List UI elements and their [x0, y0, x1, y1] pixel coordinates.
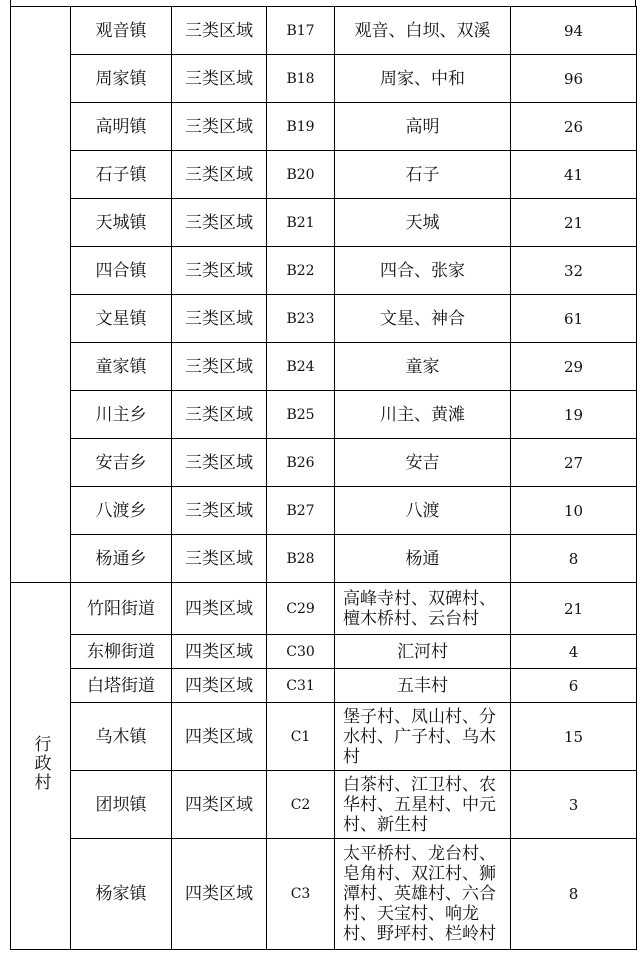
count-cell: 61 — [511, 295, 637, 343]
town-cell: 乌木镇 — [71, 703, 172, 771]
villages-cell: 文星、神合 — [335, 295, 511, 343]
count-cell: 29 — [511, 343, 637, 391]
villages-cell: 高峰寺村、双碑村、檀木桥村、云台村 — [335, 583, 511, 635]
town-cell: 天城镇 — [71, 199, 172, 247]
table-row — [11, 55, 637, 103]
town-cell: 观音镇 — [71, 7, 172, 55]
count-cell: 19 — [511, 391, 637, 439]
table-row — [11, 839, 637, 950]
group-cell-empty — [11, 7, 71, 583]
code-cell: C29 — [267, 583, 335, 635]
count-cell: 27 — [511, 439, 637, 487]
villages-cell: 周家、中和 — [335, 55, 511, 103]
category-cell: 三类区域 — [172, 439, 267, 487]
villages-cell: 八渡 — [335, 487, 511, 535]
code-cell: B27 — [267, 487, 335, 535]
category-cell: 三类区域 — [172, 151, 267, 199]
table-row — [11, 391, 637, 439]
villages-cell: 堡子村、凤山村、分水村、广子村、乌木村 — [335, 703, 511, 771]
table-row — [11, 295, 637, 343]
count-cell: 8 — [511, 839, 637, 950]
category-cell: 三类区域 — [172, 343, 267, 391]
table-row — [11, 103, 637, 151]
code-cell: B22 — [267, 247, 335, 295]
town-cell: 八渡乡 — [71, 487, 172, 535]
category-cell: 三类区域 — [172, 391, 267, 439]
villages-cell: 太平桥村、龙台村、皂角村、双江村、狮潭村、英雄村、六合村、天宝村、响龙村、野坪村、栏岭村 — [335, 839, 511, 950]
document-page — [10, 6, 636, 950]
count-cell: 21 — [511, 199, 637, 247]
town-cell: 石子镇 — [71, 151, 172, 199]
count-cell: 15 — [511, 703, 637, 771]
count-cell: 10 — [511, 487, 637, 535]
count-cell: 26 — [511, 103, 637, 151]
count-cell: 4 — [511, 635, 637, 669]
count-cell: 3 — [511, 771, 637, 839]
villages-cell: 五丰村 — [335, 669, 511, 703]
code-cell: B18 — [267, 55, 335, 103]
villages-cell: 川主、黄滩 — [335, 391, 511, 439]
group-cell — [11, 583, 71, 950]
town-cell: 竹阳街道 — [71, 583, 172, 635]
villages-cell: 石子 — [335, 151, 511, 199]
region-table — [10, 6, 637, 950]
town-cell: 安吉乡 — [71, 439, 172, 487]
code-cell: B26 — [267, 439, 335, 487]
code-cell: B19 — [267, 103, 335, 151]
count-cell: 94 — [511, 7, 637, 55]
table-row — [11, 247, 637, 295]
code-cell: B24 — [267, 343, 335, 391]
count-cell: 6 — [511, 669, 637, 703]
town-cell: 白塔街道 — [71, 669, 172, 703]
count-cell: 8 — [511, 535, 637, 583]
villages-cell: 杨通 — [335, 535, 511, 583]
town-cell: 杨家镇 — [71, 839, 172, 950]
town-cell: 团坝镇 — [71, 771, 172, 839]
town-cell: 杨通乡 — [71, 535, 172, 583]
count-cell: 41 — [511, 151, 637, 199]
table-row — [11, 635, 637, 669]
town-cell: 童家镇 — [71, 343, 172, 391]
villages-cell: 高明 — [335, 103, 511, 151]
villages-cell: 安吉 — [335, 439, 511, 487]
category-cell: 三类区域 — [172, 295, 267, 343]
category-cell: 三类区域 — [172, 199, 267, 247]
table-row — [11, 669, 637, 703]
table-row — [11, 439, 637, 487]
code-cell: B28 — [267, 535, 335, 583]
category-cell: 四类区域 — [172, 635, 267, 669]
town-cell: 文星镇 — [71, 295, 172, 343]
villages-cell: 天城 — [335, 199, 511, 247]
category-cell: 三类区域 — [172, 487, 267, 535]
table-row — [11, 487, 637, 535]
villages-cell: 白茶村、江卫村、农华村、五星村、中元村、新生村 — [335, 771, 511, 839]
table-row — [11, 199, 637, 247]
table-row — [11, 7, 637, 55]
code-cell: B25 — [267, 391, 335, 439]
town-cell: 东柳街道 — [71, 635, 172, 669]
table-row — [11, 535, 637, 583]
code-cell: B21 — [267, 199, 335, 247]
town-cell: 四合镇 — [71, 247, 172, 295]
code-cell: C1 — [267, 703, 335, 771]
code-cell: B20 — [267, 151, 335, 199]
villages-cell: 童家 — [335, 343, 511, 391]
code-cell: B17 — [267, 7, 335, 55]
category-cell: 四类区域 — [172, 669, 267, 703]
town-cell: 周家镇 — [71, 55, 172, 103]
villages-cell: 汇河村 — [335, 635, 511, 669]
category-cell: 四类区域 — [172, 583, 267, 635]
group-label: 行政村 — [30, 734, 51, 792]
villages-cell: 观音、白坝、双溪 — [335, 7, 511, 55]
villages-cell: 四合、张家 — [335, 247, 511, 295]
code-cell: B23 — [267, 295, 335, 343]
category-cell: 三类区域 — [172, 55, 267, 103]
table-row — [11, 703, 637, 771]
table-row — [11, 343, 637, 391]
count-cell: 21 — [511, 583, 637, 635]
table-row — [11, 771, 637, 839]
count-cell: 32 — [511, 247, 637, 295]
category-cell: 三类区域 — [172, 7, 267, 55]
code-cell: C3 — [267, 839, 335, 950]
code-cell: C31 — [267, 669, 335, 703]
category-cell: 四类区域 — [172, 771, 267, 839]
code-cell: C2 — [267, 771, 335, 839]
town-cell: 高明镇 — [71, 103, 172, 151]
category-cell: 三类区域 — [172, 247, 267, 295]
town-cell: 川主乡 — [71, 391, 172, 439]
category-cell: 四类区域 — [172, 839, 267, 950]
count-cell: 96 — [511, 55, 637, 103]
category-cell: 三类区域 — [172, 535, 267, 583]
table-row — [11, 151, 637, 199]
table-row — [11, 583, 637, 635]
category-cell: 四类区域 — [172, 703, 267, 771]
category-cell: 三类区域 — [172, 103, 267, 151]
code-cell: C30 — [267, 635, 335, 669]
